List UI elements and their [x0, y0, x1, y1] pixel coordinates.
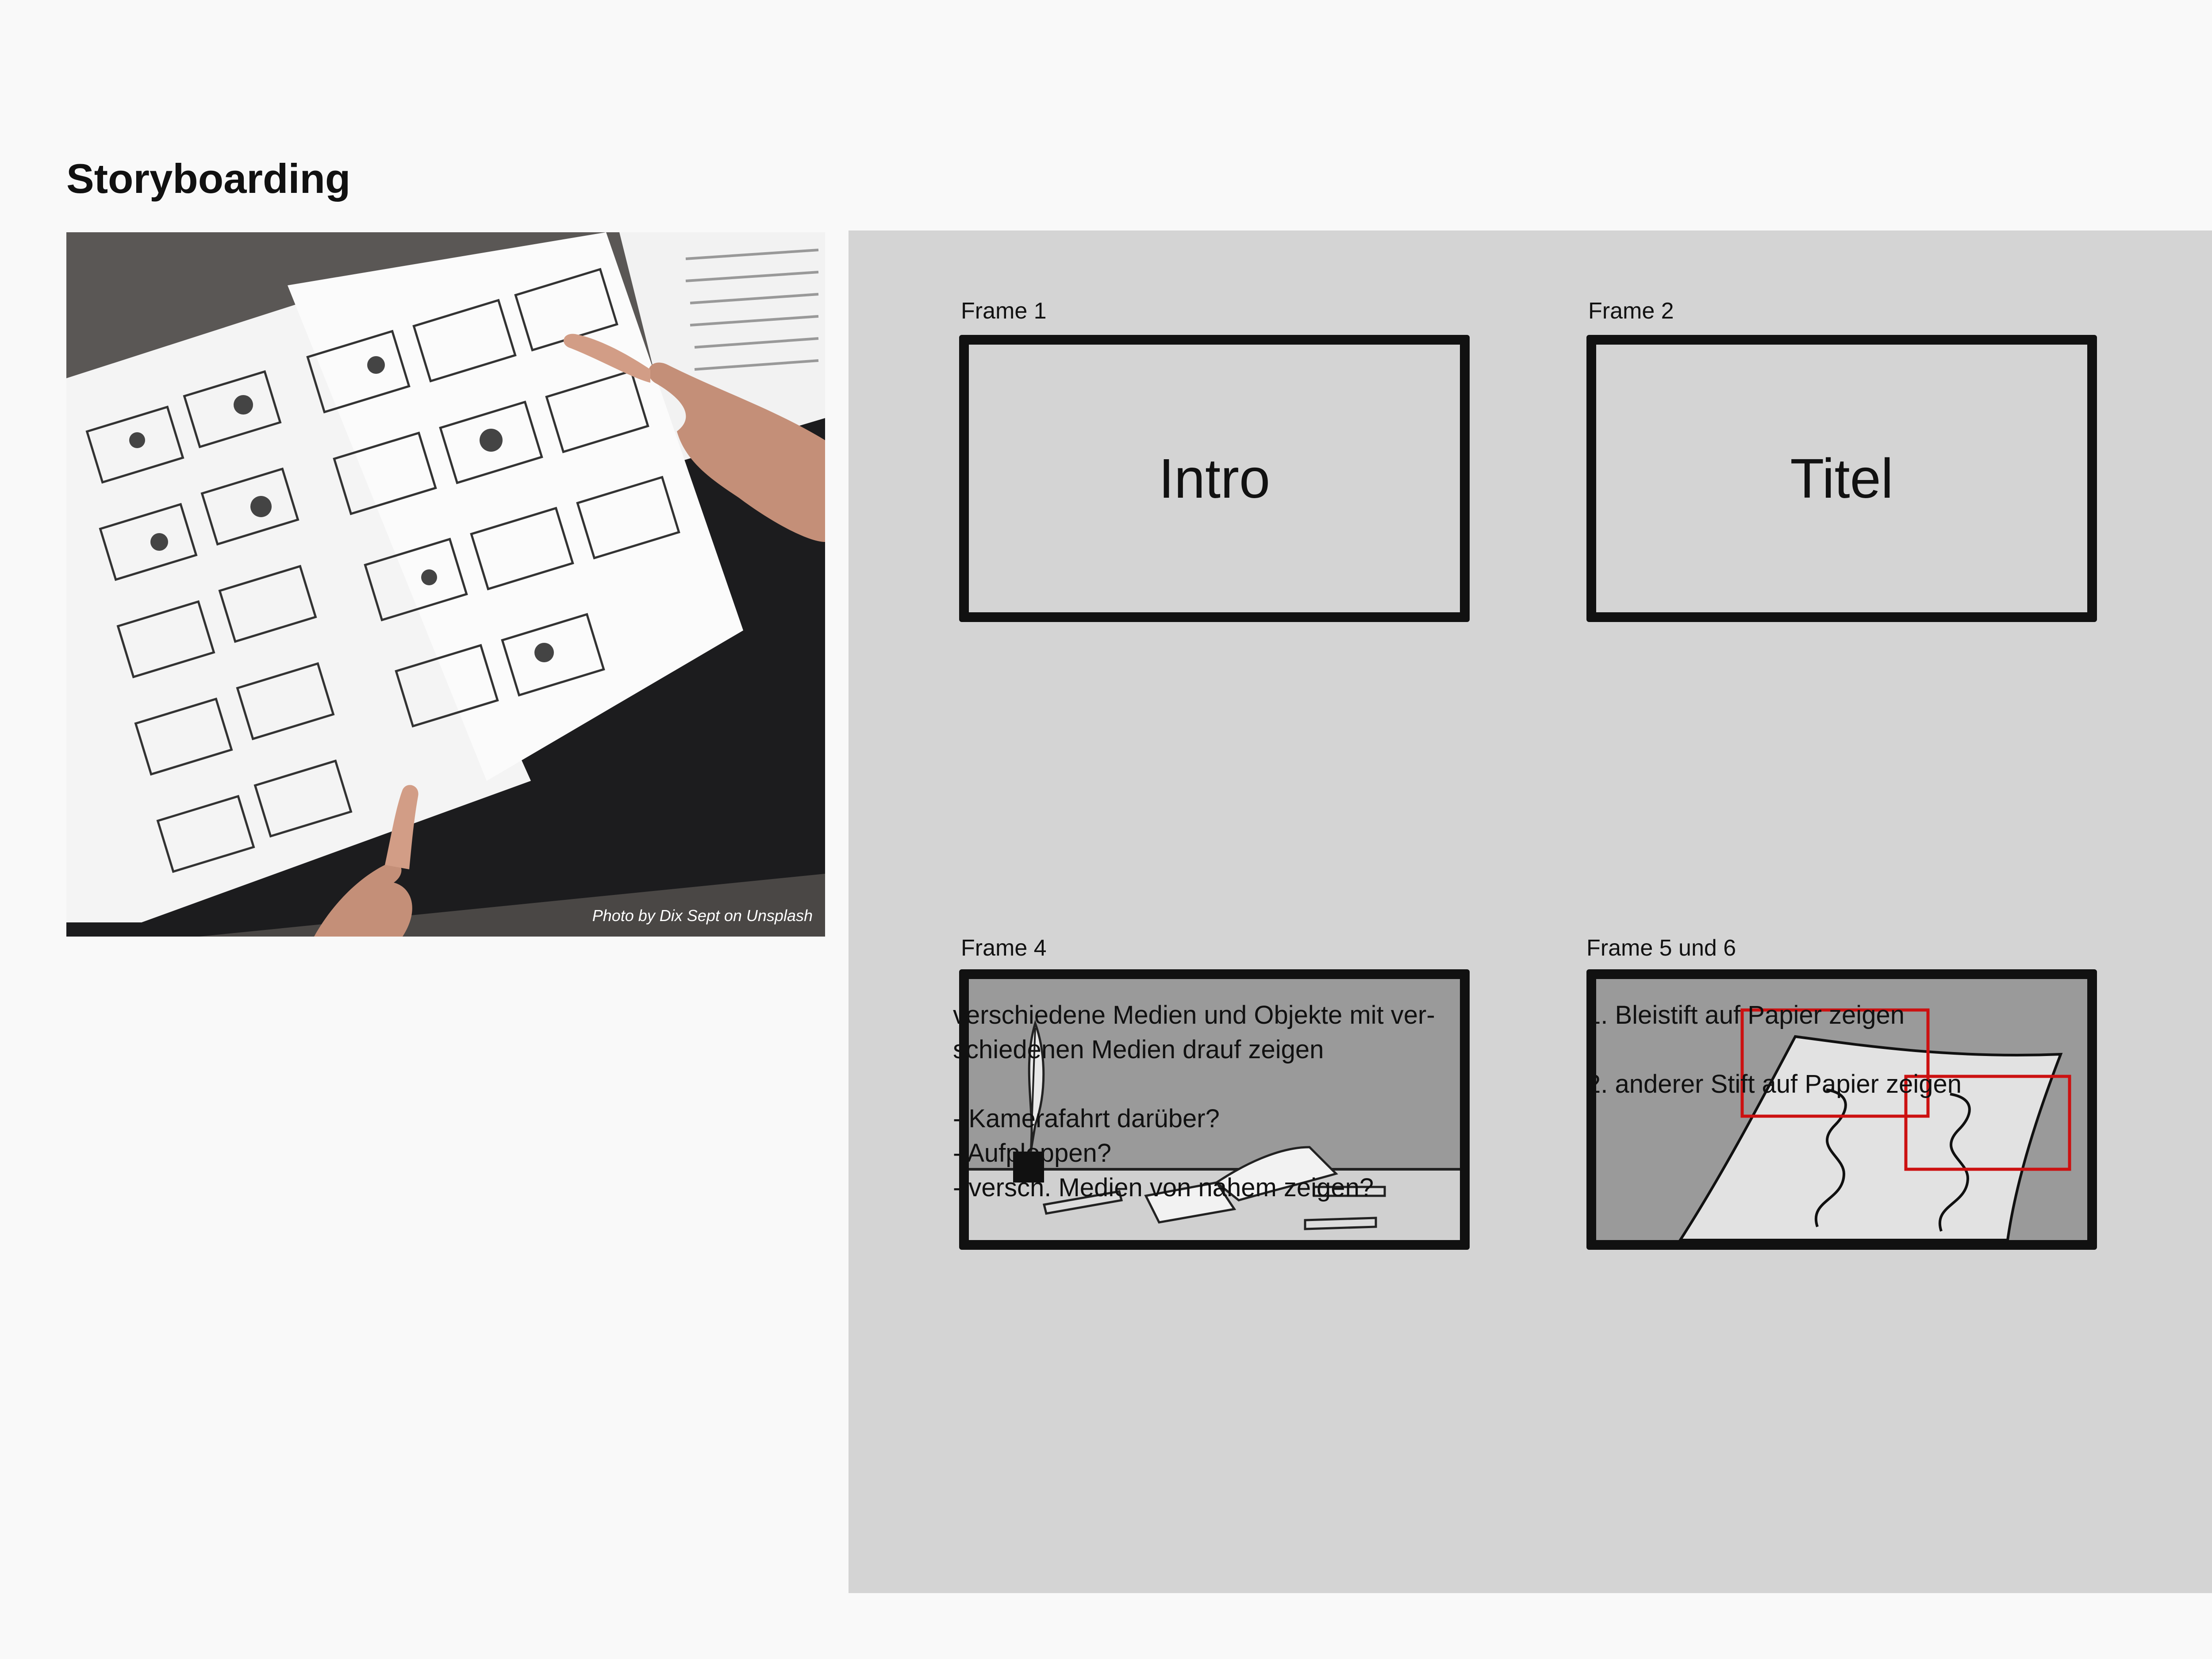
- storyboard-photo-illustration: [66, 232, 825, 937]
- frame-5-6-caption: 1. Bleistift auf Papier zeigen 2. anderer Stift auf Papier zeigen: [1586, 1001, 1962, 1098]
- storyboard-panel: [849, 230, 2212, 1593]
- storyboard-photo: [66, 232, 825, 937]
- frame-4-label: Frame 4: [961, 935, 1047, 961]
- frame-1-box: [959, 335, 1470, 622]
- frame-1-text: Intro: [1158, 447, 1271, 510]
- frame-2-box: [1586, 335, 2097, 622]
- photo-credit: Photo by Dix Sept on Unsplash: [592, 906, 813, 925]
- frame-2-text: Titel: [1790, 447, 1893, 510]
- frame-1-label: Frame 1: [961, 298, 1047, 324]
- frame-2-label: Frame 2: [1588, 298, 1674, 324]
- frame-4-caption: verschiedene Medien und Objekte mit ver- schiedenen Medien drauf zeigen - Kamerafahrt darüber? - Aufploppen? - versch. Medien von nahem zeigen?: [953, 1001, 1435, 1202]
- page-title: Storyboarding: [66, 155, 351, 202]
- frame-5-6-label: Frame 5 und 6: [1586, 935, 1736, 961]
